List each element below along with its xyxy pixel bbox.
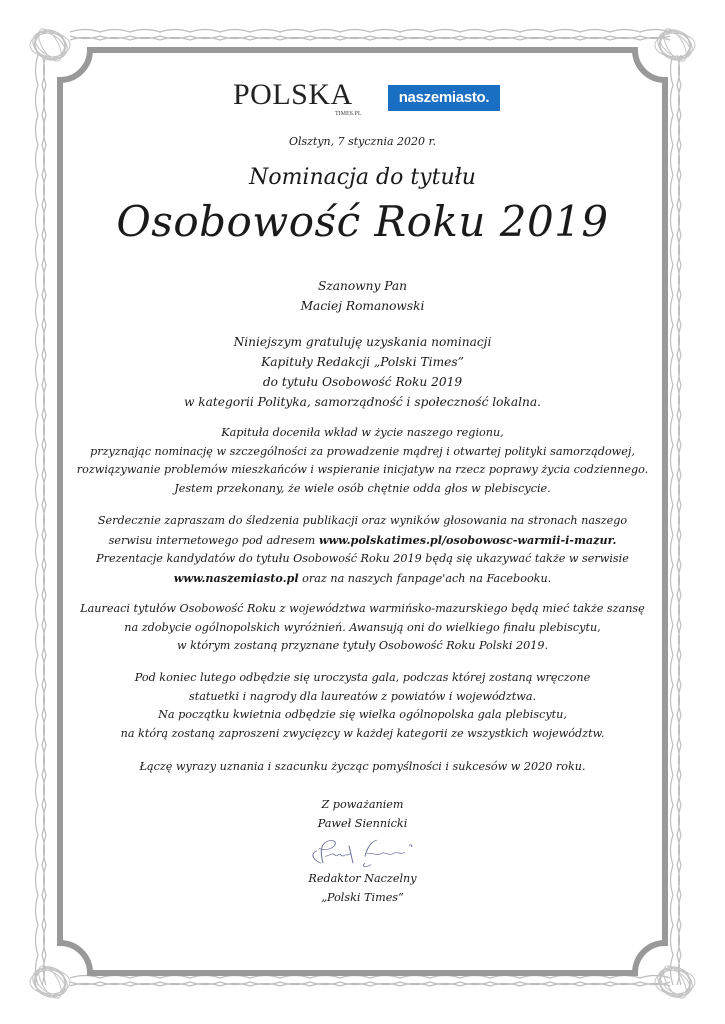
- signature-block: [0, 796, 725, 833]
- polskatimes-link[interactable]: www.polskatimes.pl/osobowosc-warmii-i-mazur.: [318, 532, 617, 547]
- paragraph-4: [0, 669, 725, 743]
- paragraph-line: Kapituła doceniła wkład w życie naszego regionu,: [221, 426, 504, 439]
- paragraph-line: [0, 531, 725, 551]
- regards: Z poważaniem: [321, 798, 404, 811]
- signer-role: Redaktor Naczelny: [308, 872, 417, 885]
- naszemiasto-logo: naszemiasto.: [388, 85, 500, 111]
- handwritten-signature: [305, 836, 425, 870]
- rope-top: [70, 30, 670, 41]
- congratulations-block: [0, 332, 725, 412]
- polska-times-logo: POLSKA: [233, 78, 353, 111]
- paragraph-line: w którym zostaną przyznane tytuły Osobowość Roku Polski 2019.: [176, 639, 549, 652]
- rope-knot-stroke: [655, 33, 695, 57]
- rope-bottom: [70, 976, 670, 987]
- paragraph-line: rozwiązywanie problemów mieszkańców i wspieranie inicjatyw na rzecz poprawy życia codziennego.: [76, 463, 649, 476]
- paragraph-2: [0, 512, 725, 588]
- paragraph-1: [0, 424, 725, 498]
- salutation: [0, 276, 725, 316]
- paragraph-text: serwisu internetowego pod adresem: [108, 533, 319, 547]
- naszemiasto-link[interactable]: www.naszemiasto.pl: [173, 570, 299, 585]
- salutation-greeting: Szanowny Pan: [317, 279, 408, 293]
- award-title: Osobowość Roku 2019: [116, 197, 609, 246]
- recipient-name: Maciej Romanowski: [300, 299, 425, 313]
- paragraph-line: przyznając nominację w szczególności za prowadzenie mądrej i otwartej polityki samorządowej,: [90, 444, 635, 458]
- paragraph-line: Na początku kwietnia odbędzie się wielka ogólnopolska gala plebiscytu,: [158, 708, 567, 721]
- paragraph-line: Jestem przekonany, że wiele osób chętnie odda głos w plebiscycie.: [174, 481, 551, 495]
- congrats-line: Niniejszym gratuluję uzyskania nominacji: [233, 335, 492, 349]
- rope-knot-stroke: [30, 970, 70, 994]
- logo-bar: [0, 80, 725, 122]
- signer-name: Paweł Siennicki: [317, 816, 408, 830]
- paragraph-3: [0, 600, 725, 656]
- congrats-line: Kapituły Redakcji „Polski Times”: [261, 355, 464, 369]
- place-date: Olsztyn, 7 stycznia 2020 r.: [288, 135, 437, 148]
- paragraph-line: Laureaci tytułów Osobowość Roku z województwa warmińsko-mazurskiego będą mieć także szansę: [80, 602, 645, 615]
- nomination-heading: Nominacja do tytułu: [249, 165, 476, 190]
- paragraph-line: Prezentacje kandydatów do tytułu Osobowość Roku 2019 będą się ukazywać także w serwisie: [96, 552, 629, 565]
- congrats-line: do tytułu Osobowość Roku 2019: [262, 375, 463, 389]
- congrats-line: w kategorii Polityka, samorządność i społeczność lokalna.: [183, 395, 542, 409]
- closing-line: Łączę wyrazy uznania i szacunku życząc pomyślności i sukcesów w 2020 roku.: [139, 760, 586, 773]
- paragraph-line: statuetki i nagrody dla laureatów z powiatów i województwa.: [188, 689, 537, 703]
- paragraph-line: Pod koniec lutego odbędzie się uroczysta gala, podczas której zostaną wręczone: [134, 671, 591, 684]
- paragraph-text: oraz na naszych fanpage'ach na Facebooku.: [298, 571, 552, 585]
- paragraph-line: Serdecznie zapraszam do śledzenia publikacji oraz wyników głosowania na stronach naszego: [97, 514, 628, 527]
- paragraph-line: [0, 569, 725, 589]
- rope-knot-stroke: [30, 33, 70, 57]
- rope-knot-stroke: [655, 970, 695, 994]
- signer-role-block: [0, 870, 725, 907]
- polska-times-logo-sub: TIMES.PL: [335, 111, 362, 117]
- paragraph-line: na którą zostaną zaproszeni zwycięzcy w każdej kategorii ze wszystkich województw.: [120, 726, 605, 740]
- paragraph-line: na zdobycie ogólnopolskich wyróżnień. Awansują oni do wielkiego finału plebiscytu,: [124, 620, 601, 634]
- signer-organization: „Polski Times”: [321, 890, 404, 904]
